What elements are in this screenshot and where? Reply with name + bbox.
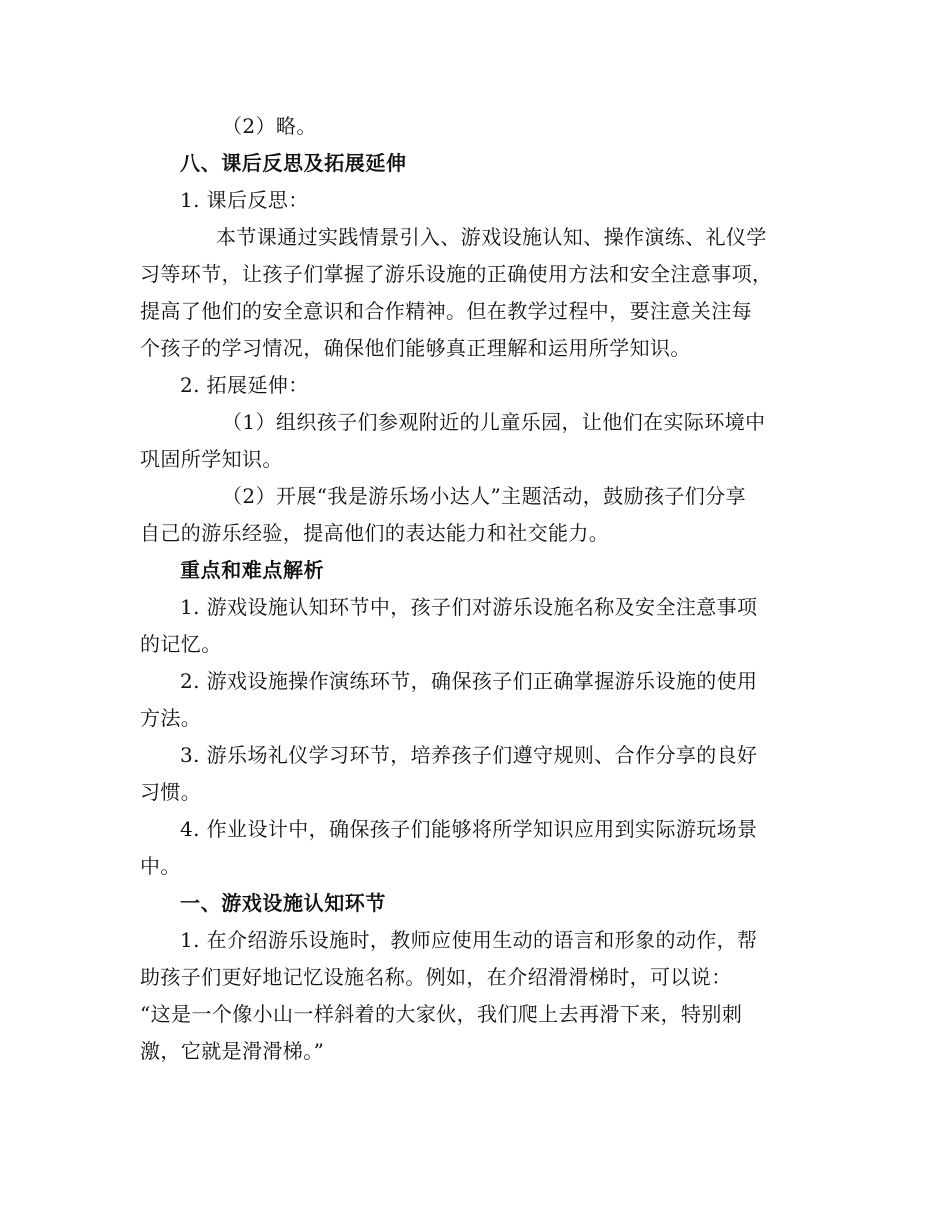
text-line: 1. 课后反思： [180, 188, 309, 212]
paragraph-line: 自己的游乐经验，提高他们的表达能力和社交能力。 [140, 521, 610, 545]
section-heading: 一、游戏设施认知环节 [180, 891, 386, 915]
paragraph-line: “这是一个像小山一样斜着的大家伙，我们爬上去再滑下来，特别刺 [140, 1002, 743, 1026]
paragraph-line: 习惯。 [140, 780, 202, 804]
paragraph-line: 4. 作业设计中，确保孩子们能够将所学知识应用到实际游玩场景 [180, 817, 758, 841]
text-line: 2. 拓展延伸： [180, 373, 309, 397]
paragraph-line: 个孩子的学习情况，确保他们能够真正理解和运用所学知识。 [140, 336, 691, 360]
paragraph-line: 助孩子们更好地记忆设施名称。例如，在介绍滑滑梯时，可以说： [140, 965, 732, 989]
section-heading: 重点和难点解析 [180, 558, 325, 582]
paragraph-line: 激，它就是滑滑梯。” [140, 1039, 325, 1063]
paragraph-line: 方法。 [140, 706, 202, 730]
paragraph-line: （1）组织孩子们参观附近的儿童乐园，让他们在实际环境中 [222, 410, 766, 434]
paragraph-line: 1. 游戏设施认知环节中，孩子们对游乐设施名称及安全注意事项 [180, 595, 758, 619]
paragraph-line: （2）开展“我是游乐场小达人”主题活动，鼓励孩子们分享 [222, 484, 746, 508]
section-heading: 八、课后反思及拓展延伸 [180, 151, 407, 175]
paragraph-line: 习等环节，让孩子们掌握了游乐设施的正确使用方法和安全注意事项， [140, 262, 773, 286]
paragraph-line: 提高了他们的安全意识和合作精神。但在教学过程中，要注意关注每 [140, 299, 752, 323]
paragraph-line: 的记忆。 [140, 632, 222, 656]
text-line: （2）略。 [222, 114, 317, 138]
paragraph-line: 2. 游戏设施操作演练环节，确保孩子们正确掌握游乐设施的使用 [180, 669, 758, 693]
paragraph-line: 本节课通过实践情景引入、游戏设施认知、操作演练、礼仪学 [216, 225, 767, 249]
paragraph-line: 中。 [140, 854, 181, 878]
paragraph-line: 巩固所学知识。 [140, 447, 283, 471]
paragraph-line: 1. 在介绍游乐设施时，教师应使用生动的语言和形象的动作，帮 [180, 928, 758, 952]
paragraph-line: 3. 游乐场礼仪学习环节，培养孩子们遵守规则、合作分享的良好 [180, 743, 758, 767]
